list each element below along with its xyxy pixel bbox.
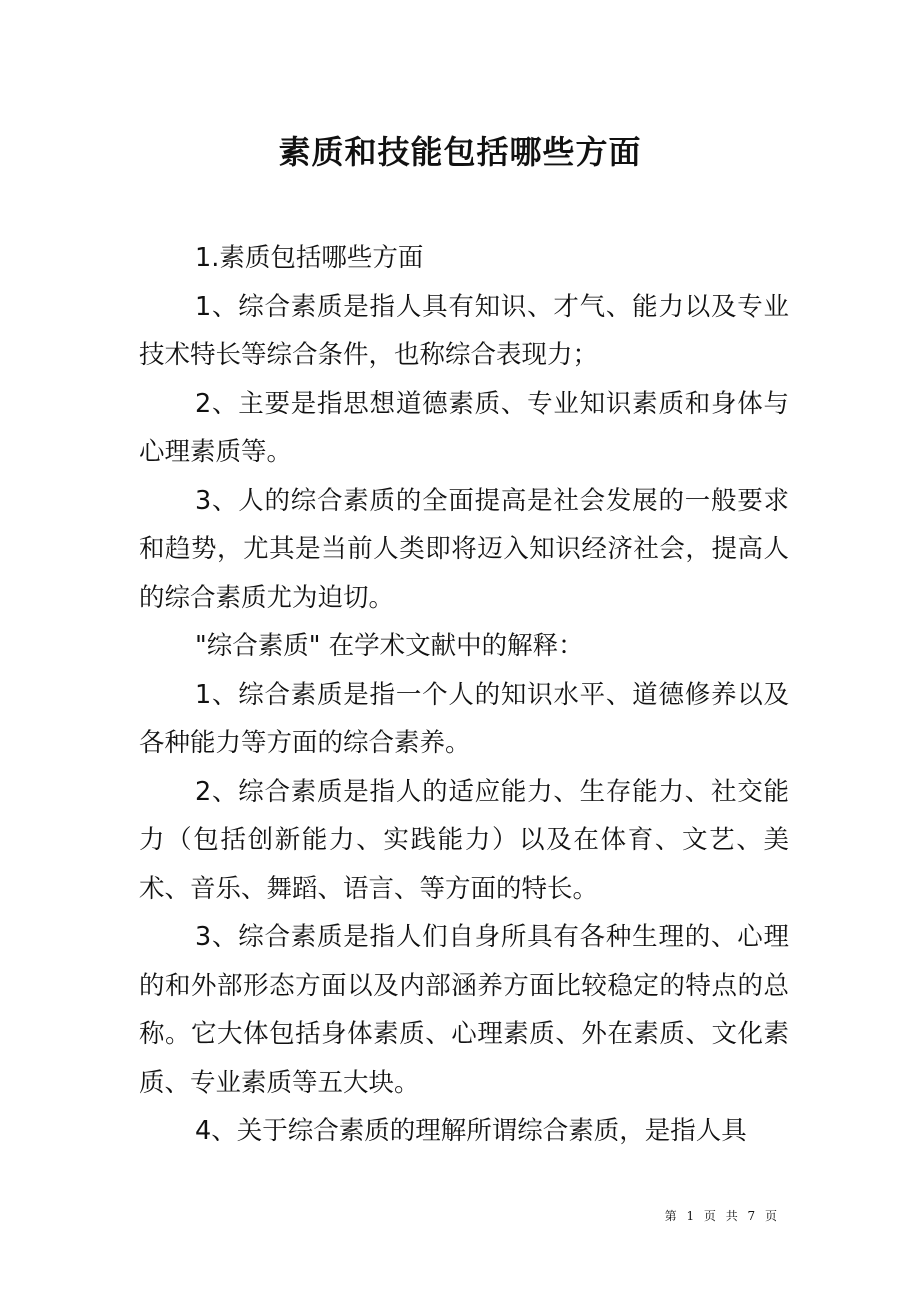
paragraph: "综合素质" 在学术文献中的解释：	[195, 631, 584, 661]
paragraph: 2、主要是指思想道德素质、专业知识素质和身体与心理素质等。	[139, 388, 789, 467]
paragraph: 1.素质包括哪些方面	[195, 243, 424, 273]
paragraph: 3、人的综合素质的全面提高是社会发展的一般要求和趋势，尤其是当前人类即将迈入知识经济社会，提高人的综合素质尤为迫切。	[139, 485, 789, 613]
paragraph: 4、关于综合素质的理解所谓综合素质，是指人具	[195, 1116, 747, 1146]
document-title: 素质和技能包括哪些方面	[278, 133, 642, 171]
paragraph: 3、综合素质是指人们自身所具有各种生理的、心理的和外部形态方面以及内部涵养方面比较稳定的特点的总称。它大体包括身体素质、心理素质、外在素质、文化素质、专业素质等五大块。	[139, 922, 789, 1098]
paragraph: 2、综合素质是指人的适应能力、生存能力、社交能力（包括创新能力、实践能力）以及在体育、文艺、美术、音乐、舞蹈、语言、等方面的特长。	[139, 776, 789, 904]
paragraph: 1、综合素质是指人具有知识、才气、能力以及专业技术特长等综合条件，也称综合表现力；	[139, 291, 789, 370]
document-body	[139, 234, 789, 1156]
page-number-footer: 第 1 页 共 7 页	[664, 1209, 780, 1223]
paragraph: 1、综合素质是指一个人的知识水平、道德修养以及各种能力等方面的综合素养。	[139, 679, 789, 758]
